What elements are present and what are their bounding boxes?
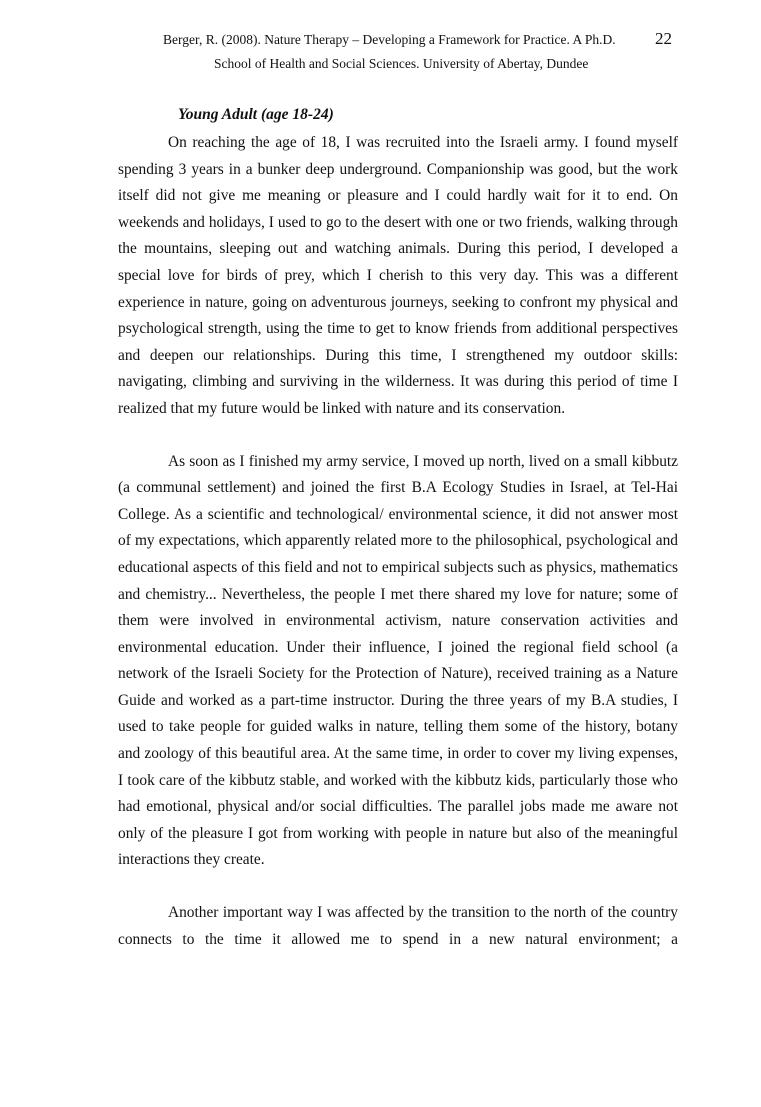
paragraph: As soon as I finished my army service, I moved up north, lived on a small kibbutz (a communal settlement) and joined the first B.A Ecology Studies in Israel, at Tel-Hai College. As a scientific and technological/ environmental science, it did not answer most of my expectations, which apparently related more to the philosophical, psychological and educational aspects of this field and not to empirical subjects such as physics, mathematics and chemistry... Nevertheless, the people I met there shared my love for nature; some of them were involved in environmental activism, nature conservation activities and environmental education. Under their influence, I joined the regional field school (a network of the Israeli Society for the Protection of Nature), received training as a Nature Guide and worked as a part-time instructor. During the three years of my B.A studies, I used to take people for guided walks in nature, telling them some of the history, botany and zoology of this beautiful area. At the same time, in order to cover my living expenses, I took care of the kibbutz stable, and worked with the kibbutz kids, particularly those who had emotional, physical and/or social difficulties. The parallel jobs made me aware not only of the pleasure I got from working with people in nature but also of the meaningful interactions they create. bbox=[118, 452, 678, 869]
paragraph: On reaching the age of 18, I was recruited into the Israeli army. I found myself spending 3 years in a bunker deep underground. Companionship was good, but the work itself did not give me meaning or pleasure and I could hardly wait for it to end. On weekends and holidays, I used to go to the desert with one or two friends, walking through the mountains, sleeping out and watching animals. During this period, I developed a special love for birds of prey, which I cherish to this very day. This was a different experience in nature, going on adventurous journeys, seeking to confront my physical and psychological strength, using the time to get to know friends from additional perspectives and deepen our relationships. During this time, I strengthened my outdoor skills: navigating, climbing and surviving in the wilderness. It was during this period of time I realized that my future would be linked with nature and its conservation. bbox=[118, 134, 678, 417]
header-citation: Berger, R. (2008). Nature Therapy – Developing a Framework for Practice. A Ph.D. bbox=[163, 32, 616, 47]
paragraph: Another important way I was affected by the transition to the north of the country connects to the time it allowed me to spend in a new natural environment; a bbox=[118, 904, 678, 948]
body-text bbox=[118, 104, 678, 953]
header-institution: School of Health and Social Sciences. University of Abertay, Dundee bbox=[214, 56, 589, 71]
section-heading: Young Adult (age 18-24) bbox=[178, 106, 334, 123]
page-number: 22 bbox=[655, 29, 672, 48]
